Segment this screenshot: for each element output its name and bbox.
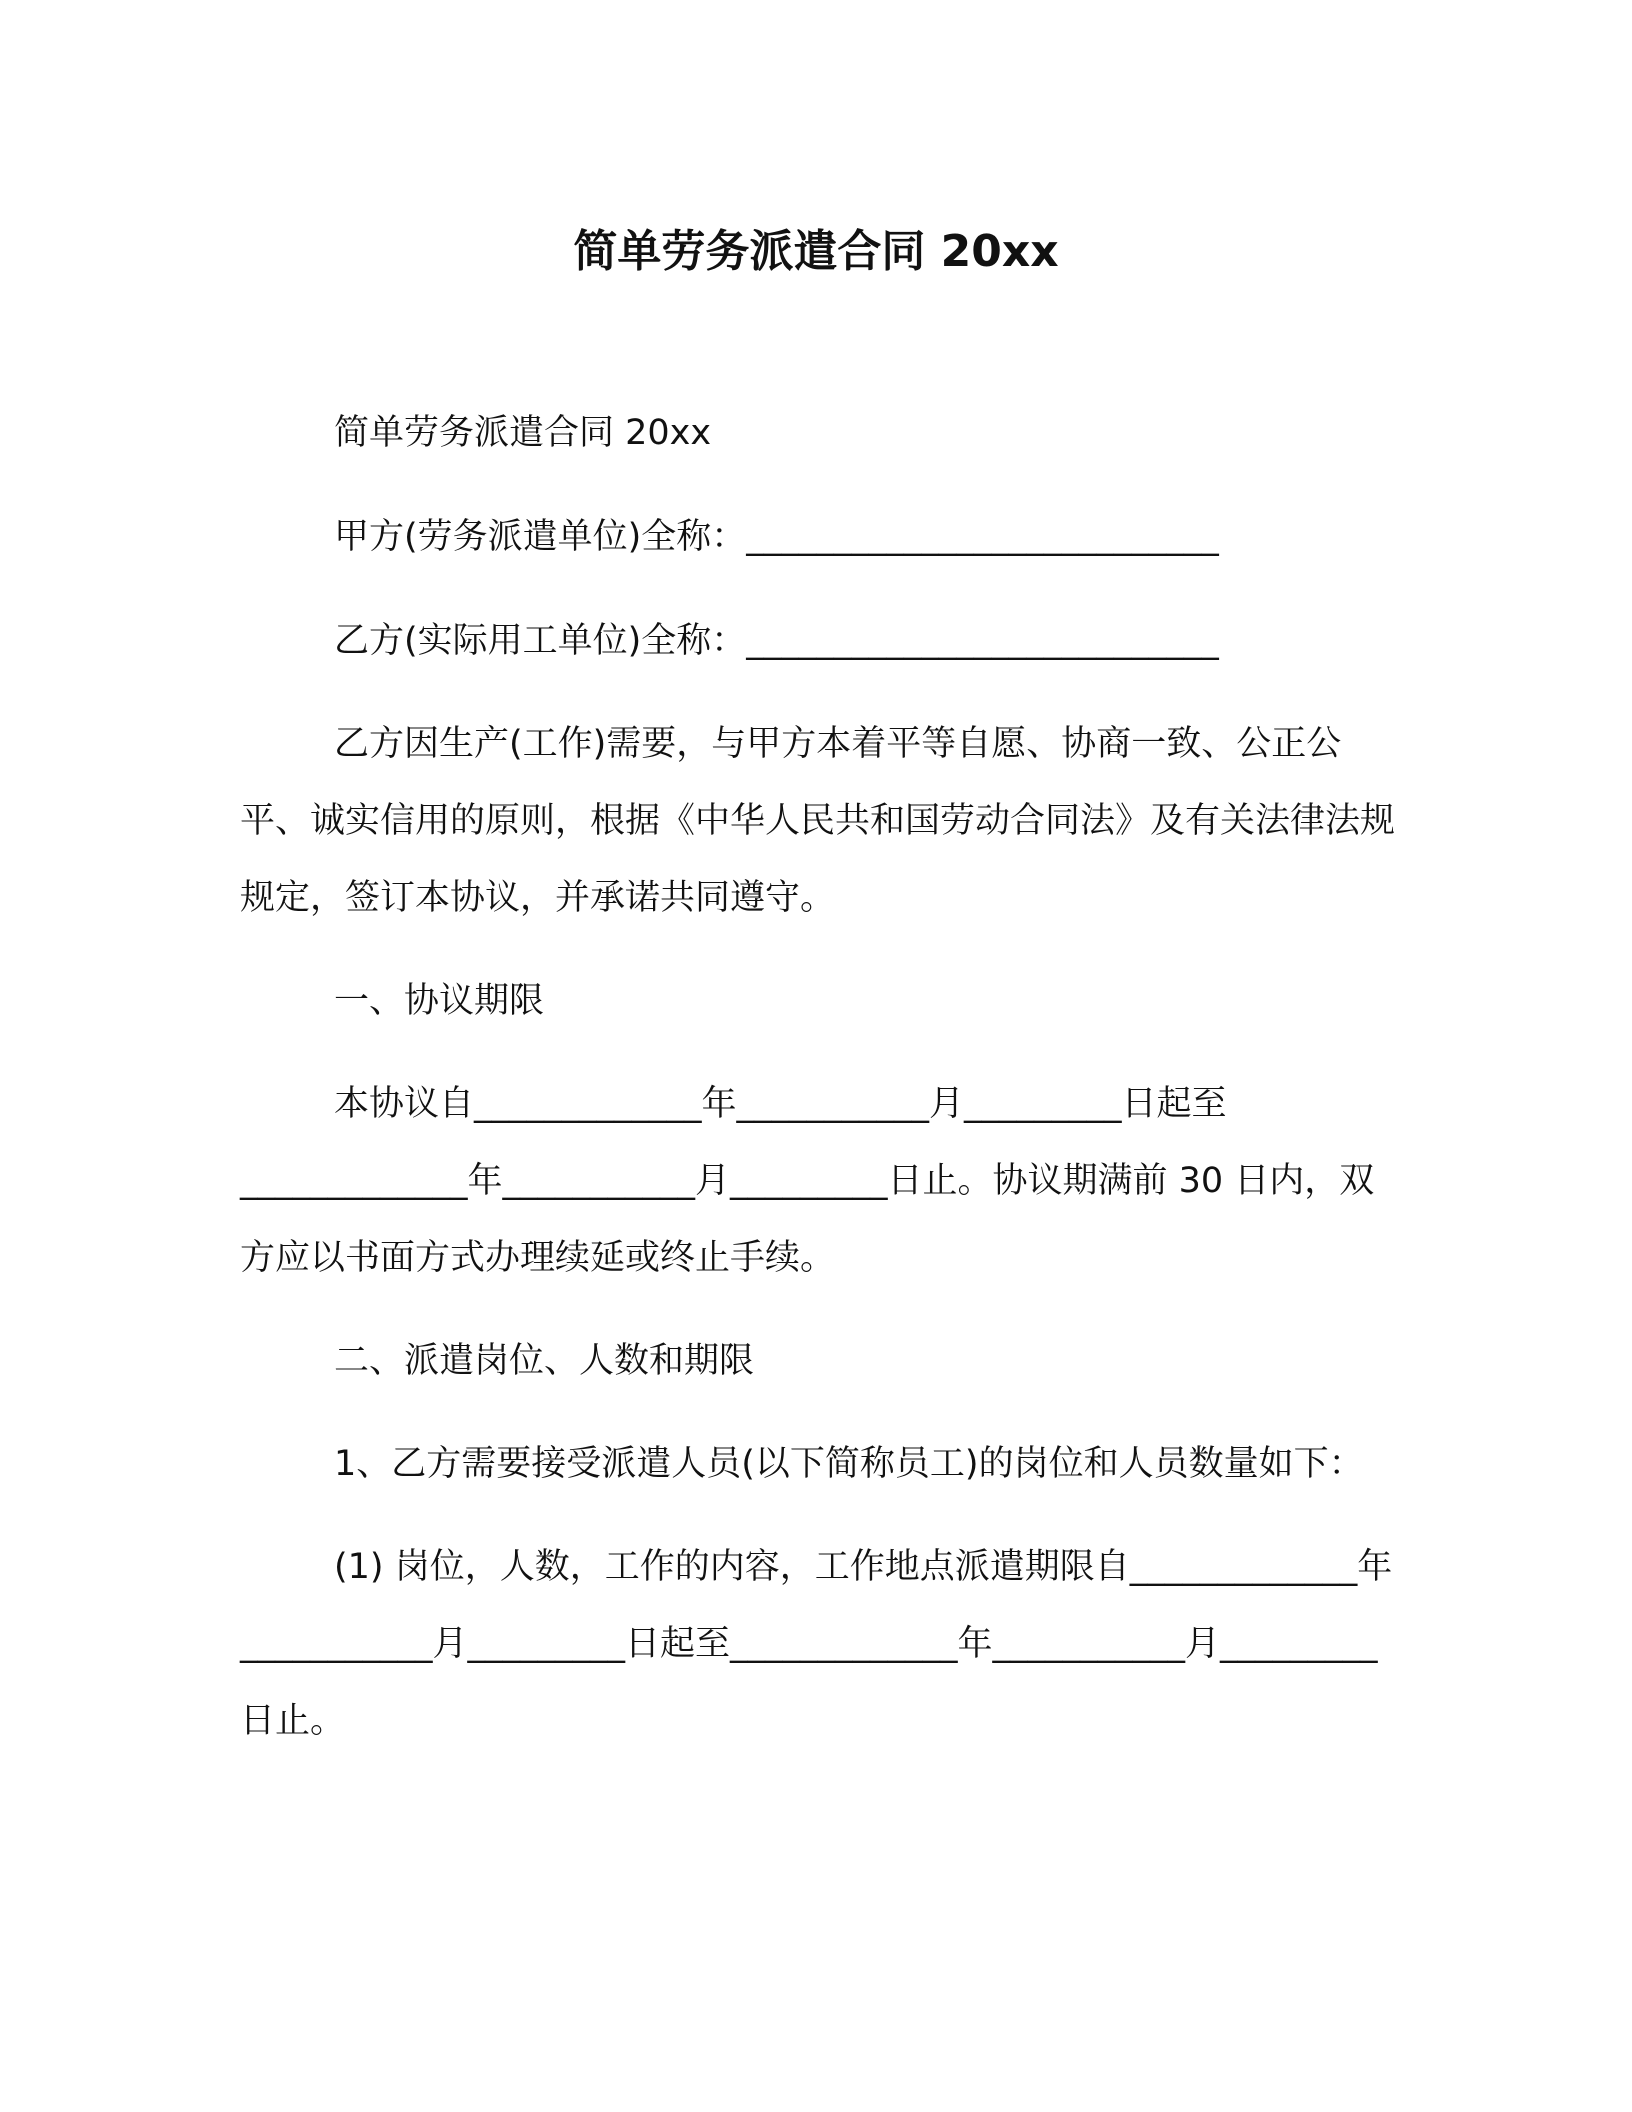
section-heading-positions: 二、派遣岗位、人数和期限 — [334, 1341, 755, 1381]
paragraph-subtitle: 简单劳务派遣合同 20xx — [334, 413, 712, 453]
document-title: 简单劳务派遣合同 20xx — [573, 226, 1059, 277]
paragraph-party-a: 甲方(劳务派遣单位)全称：___________________________ — [334, 517, 1219, 557]
paragraph-position-1: (1) 岗位，人数，工作的内容，工作地点派遣期限自_____________年___________月_________日起至_____________年___________月_________日止。 — [240, 1547, 1393, 1741]
paragraph-term: 本协议自_____________年___________月_________日起至_____________年___________月_________日止。协议期满前 30 日内，双方应以书面方式办理续延或终止手续。 — [240, 1084, 1375, 1278]
document-body — [240, 395, 1400, 1760]
paragraph-positions-intro: 1、乙方需要接受派遣人员(以下简称员工)的岗位和人员数量如下： — [334, 1444, 1364, 1484]
paragraph-preamble: 乙方因生产(工作)需要，与甲方本着平等自愿、协商一致、公正公平、诚实信用的原则，根据《中华人民共和国劳动合同法》及有关法律法规规定，签订本协议，并承诺共同遵守。 — [240, 724, 1396, 918]
section-heading-term: 一、协议期限 — [334, 981, 545, 1021]
paragraph-party-b: 乙方(实际用工单位)全称：___________________________ — [334, 621, 1219, 661]
